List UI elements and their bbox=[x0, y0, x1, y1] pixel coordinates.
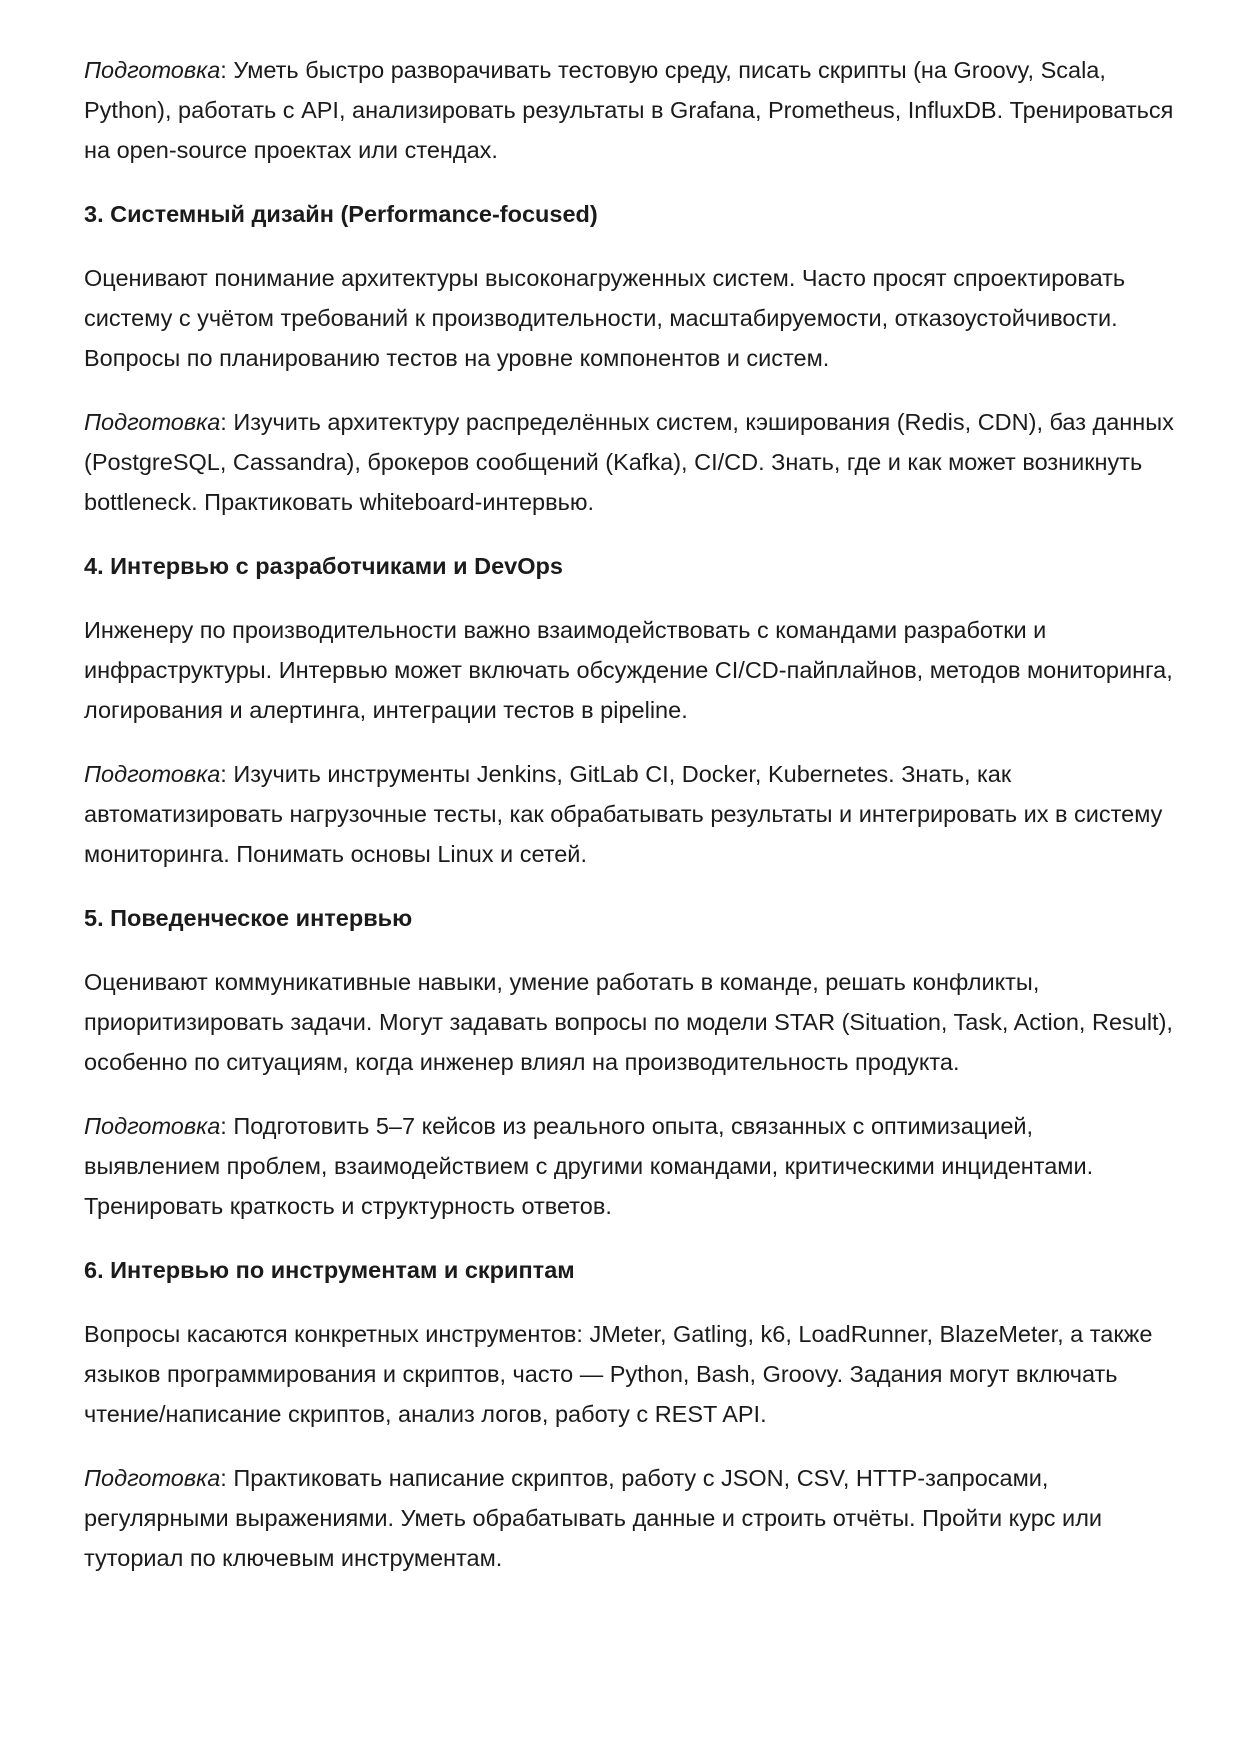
prep-label: Подготовка bbox=[84, 1113, 221, 1139]
section-body: Оценивают понимание архитектуры высоконагруженных систем. Часто просят спроектировать систему с учётом требований к производительности, масштабируемости, отказоустойчивости. Вопросы по планированию тестов на уровне компонентов и систем. bbox=[84, 265, 1126, 371]
prep-text: : Подготовить 5–7 кейсов из реального опыта, связанных с оптимизацией, выявлением проблем, взаимодействием с другими командами, критическими инцидентами. Тренировать краткость и структурность ответов. bbox=[84, 1113, 1094, 1219]
prep-text: : Изучить архитектуру распределённых систем, кэширования (Redis, CDN), баз данных (PostgreSQL, Cassandra), брокеров сообщений (Kafka), CI/CD. Знать, где и как может возникнуть bottleneck. Практиковать whiteboard-интервью. bbox=[84, 409, 1174, 515]
section-prep-paragraph bbox=[84, 402, 1174, 522]
document-page bbox=[84, 50, 1174, 1602]
section-prep-paragraph bbox=[84, 1458, 1174, 1578]
prep-text: : Изучить инструменты Jenkins, GitLab CI, Docker, Kubernetes. Знать, как автоматизировать нагрузочные тесты, как обрабатывать результаты и интегрировать их в систему мониторинга. Понимать основы Linux и сетей. bbox=[84, 761, 1163, 867]
section-heading: 3. Системный дизайн (Performance-focused) bbox=[84, 201, 598, 227]
section-heading: 4. Интервью с разработчиками и DevOps bbox=[84, 553, 563, 579]
section-body: Вопросы касаются конкретных инструментов: JMeter, Gatling, k6, LoadRunner, BlazeMeter, а также языков программирования и скриптов, часто — Python, Bash, Groovy. Задания могут включать чтение/написание скриптов, анализ логов, работу с REST API. bbox=[84, 1321, 1153, 1427]
section-prep-paragraph bbox=[84, 754, 1174, 874]
section-body: Оценивают коммуникативные навыки, умение работать в команде, решать конфликты, приоритизировать задачи. Могут задавать вопросы по модели STAR (Situation, Task, Action, Result), особенно по ситуациям, когда инженер влиял на производительность продукта. bbox=[84, 969, 1173, 1075]
prep-label: Подготовка bbox=[84, 409, 221, 435]
intro-prep-paragraph bbox=[84, 50, 1174, 170]
section-prep-paragraph bbox=[84, 1106, 1174, 1226]
prep-text: : Практиковать написание скриптов, работу с JSON, CSV, HTTP-запросами, регулярными выражениями. Уметь обрабатывать данные и строить отчёты. Пройти курс или туториал по ключевым инструментам. bbox=[84, 1465, 1103, 1571]
prep-label: Подготовка bbox=[84, 1465, 221, 1491]
section-body: Инженеру по производительности важно взаимодействовать с командами разработки и инфраструктуры. Интервью может включать обсуждение CI/CD-пайплайнов, методов мониторинга, логирования и алертинга, интеграции тестов в pipeline. bbox=[84, 617, 1173, 723]
section-heading: 5. Поведенческое интервью bbox=[84, 905, 413, 931]
section-heading: 6. Интервью по инструментам и скриптам bbox=[84, 1257, 575, 1283]
prep-label: Подготовка bbox=[84, 57, 221, 83]
prep-text: : Уметь быстро разворачивать тестовую среду, писать скрипты (на Groovy, Scala, Python), работать с API, анализировать результаты в Grafana, Prometheus, InfluxDB. Тренироваться на open-source проектах или стендах. bbox=[84, 57, 1174, 163]
prep-label: Подготовка bbox=[84, 761, 221, 787]
